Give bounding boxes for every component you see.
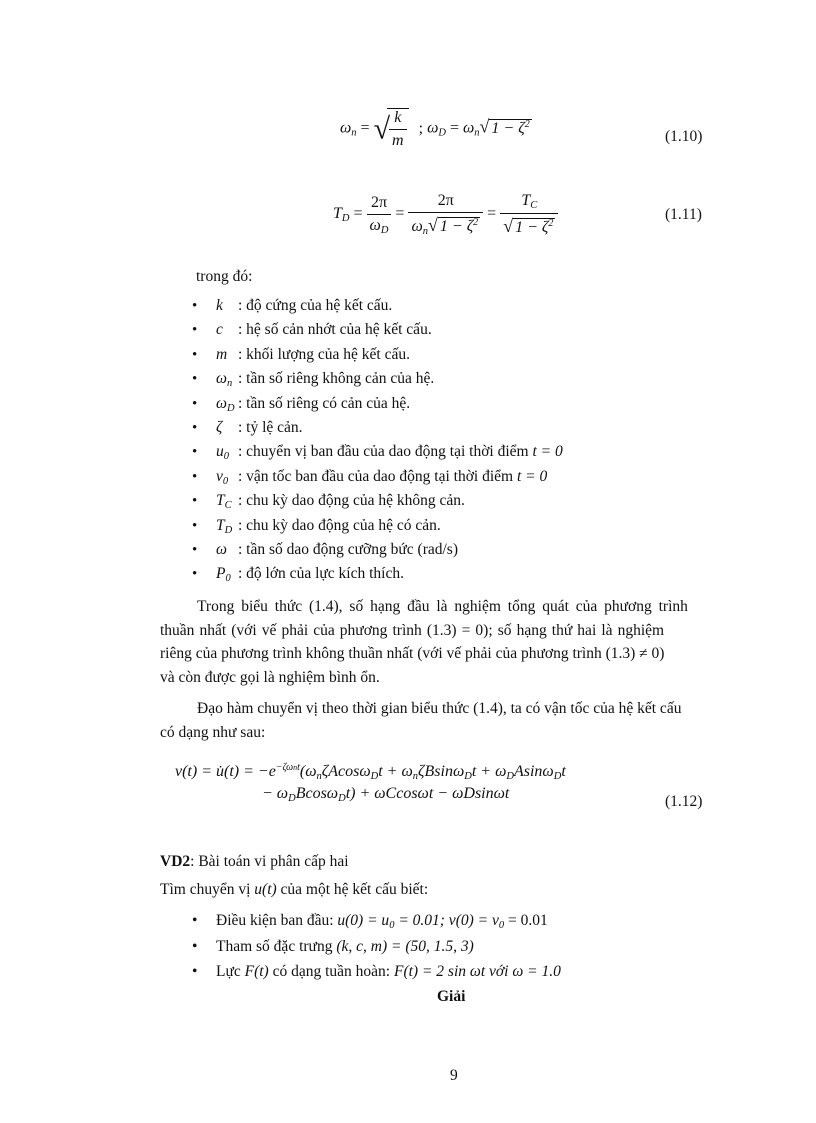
list-item: • $T_C$ : chu kỳ dao động của hệ không cản. <box>196 489 563 513</box>
list-item: • Lực F(t) có dạng tuần hoàn: F(t) = 2 sin ωt với ω = 1.0 <box>196 959 561 985</box>
page-number: 9 <box>450 1067 458 1084</box>
list-item: • k : độ cứng của hệ kết cấu. <box>196 294 563 318</box>
equation-number-1-11: (1.11) <box>665 206 702 223</box>
paragraph-velocity: Đạo hàm chuyển vị theo thời gian biểu thức (1.4), ta có vận tốc của hệ kết cấu có dạng như sau: <box>160 700 682 741</box>
example-prompt: Tìm chuyển vị u(t) của một hệ kết cấu biết: <box>160 881 429 898</box>
intro-text: trong đó: <box>196 268 253 285</box>
list-item: • $v_0$ : vận tốc ban đầu của dao động tại thời điểm t = 0 <box>196 465 563 489</box>
list-item: • $u_0$ : chuyển vị ban đầu của dao động tại thời điểm t = 0 <box>196 440 563 464</box>
equation-1-12-line-1: v(t) = u̇(t) = $-e^{-\zeta\omega nt}(\omega_n\zeta Acos\omega_Dt + \omega_n\zeta Bsin\omega_Dt + \omega_DAsin\omega_Dt$ <box>175 762 566 782</box>
list-item: • Điều kiện ban đầu: $u(0) = u_0 = 0.01$; $v(0) = v_0 = 0.01$ <box>196 908 561 934</box>
definitions-list <box>196 294 563 587</box>
list-item: • m : khối lượng của hệ kết cấu. <box>196 343 563 367</box>
example-conditions-list <box>196 908 561 985</box>
paragraph-homogeneous: Trong biểu thức (1.4), số hạng đầu là nghiệm tổng quát của phương trình thuần nhất (với vế phải của phương trình (1.3) = 0); số hạng thứ hai là nghiệm riêng của phương trình không thuần nhất (với vế phải của phương trình (1.3) ≠ 0) và còn được gọi là nghiệm bình ổn. <box>160 598 688 686</box>
example-title: : Bài toán vi phân cấp hai <box>190 853 349 870</box>
list-item: • $\omega_D$ : tần số riêng có cản của hệ. <box>196 392 563 416</box>
equation-1-11: $T_D$ = $\frac{2\pi}{\omega_D}$ = $\frac{2\pi}{\omega_n√ 1 - \zeta^2}$ = $\frac{T_C}{√ 1 - \zeta^2}$ <box>333 192 558 237</box>
solution-heading: Giải <box>437 988 466 1005</box>
equation-number-1-12: (1.12) <box>665 793 703 810</box>
list-item: • ζ : tỷ lệ cản. <box>196 416 563 440</box>
equation-1-10: $\omega_n$ = √ $\frac{k}{m}$ ; $\omega_D = \omega_n√$ $1 - \zeta^2$ <box>340 109 530 149</box>
equation-1-12-line-2: − $\omega_DBcos\omega_Dt) + \omega Ccos\omega t - \omega Dsin\omega t$ <box>262 785 510 804</box>
list-item: • ω : tần số dao động cưỡng bức (rad/s) <box>196 538 563 562</box>
example-heading <box>160 853 349 871</box>
list-item: • c : hệ số cản nhớt của hệ kết cấu. <box>196 318 563 342</box>
list-item: • Tham số đặc trưng (k, c, m) = (50, 1.5, 3) <box>196 934 561 960</box>
list-item: • $\omega_n$ : tần số riêng không cản của hệ. <box>196 367 563 391</box>
example-label: VD2 <box>160 853 191 870</box>
list-item: • $P_0$ : độ lớn của lực kích thích. <box>196 562 563 586</box>
list-item: • $T_D$ : chu kỳ dao động của hệ có cản. <box>196 514 563 538</box>
equation-number-1-10: (1.10) <box>665 128 703 145</box>
